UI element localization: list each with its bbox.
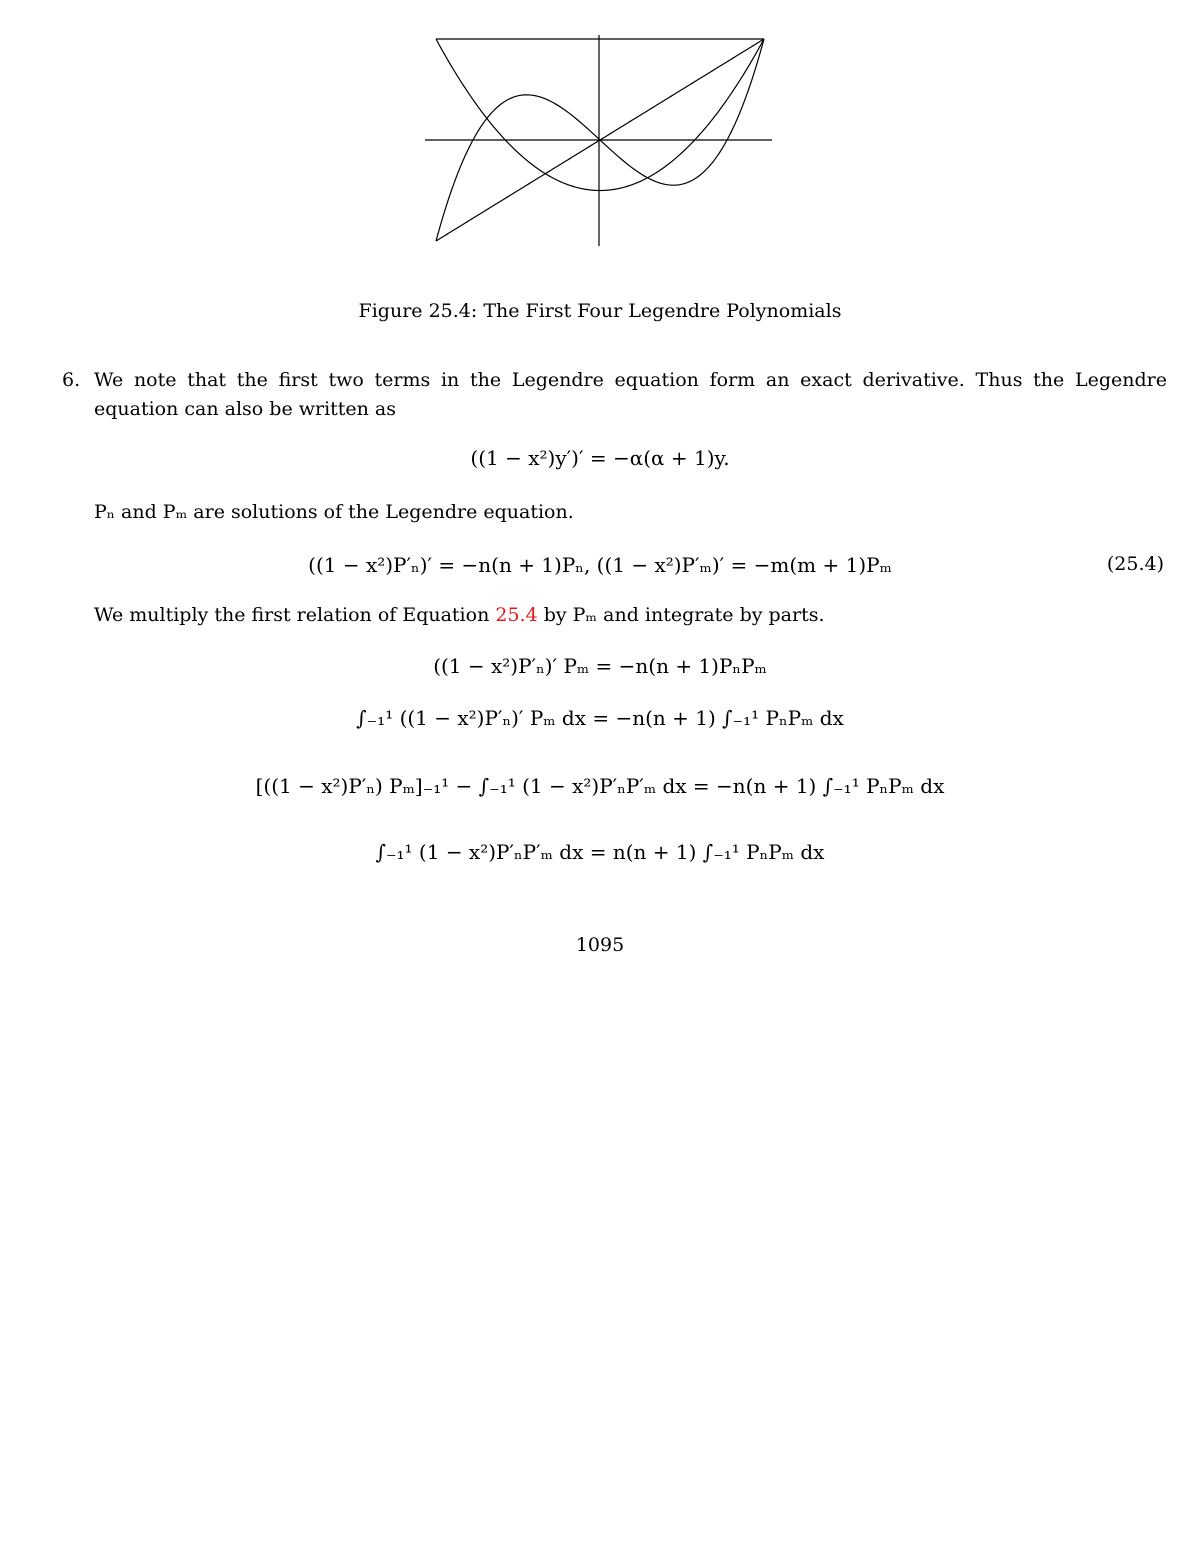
- equation-legendre-exact: ((1 − x²)y′)′ = −α(α + 1)y.: [470, 446, 730, 470]
- multiply-text-before: We multiply the first relation of Equation: [94, 604, 496, 626]
- page-number: 1095: [575, 934, 625, 956]
- figure-caption: Figure 25.4: The First Four Legendre Polynomials: [358, 300, 842, 322]
- item-text: We note that the first two terms in the Legendre equation form an exact derivative. Thus the Legendre equation can also be written as: [94, 369, 1167, 420]
- derivation-line-1: ((1 − x²)P′ₙ)′ Pₘ = −n(n + 1)PₙPₘ: [433, 654, 767, 678]
- equation-number-25-4: (25.4): [1106, 553, 1164, 575]
- item-number: 6.: [62, 369, 81, 391]
- multiply-text: [94, 604, 825, 626]
- list-item-6: [62, 366, 1167, 424]
- derivation-line-4: ∫₋₁¹ (1 − x²)P′ₙP′ₘ dx = n(n + 1) ∫₋₁¹ PₙPₘ dx: [375, 840, 825, 864]
- legendre-curve-p2: [436, 39, 764, 191]
- legendre-figure: [420, 30, 780, 252]
- equation-reference-link[interactable]: 25.4: [495, 604, 538, 626]
- multiply-text-after: by Pₘ and integrate by parts.: [537, 604, 825, 626]
- derivation-line-3: [((1 − x²)P′ₙ) Pₘ]₋₁¹ − ∫₋₁¹ (1 − x²)P′ₙP′ₘ dx = −n(n + 1) ∫₋₁¹ PₙPₘ dx: [255, 774, 945, 798]
- derivation-line-2: ∫₋₁¹ ((1 − x²)P′ₙ)′ Pₘ dx = −n(n + 1) ∫₋₁¹ PₙPₘ dx: [356, 706, 844, 730]
- equation-25-4: ((1 − x²)P′ₙ)′ = −n(n + 1)Pₙ, ((1 − x²)P′ₘ)′ = −m(m + 1)Pₘ: [308, 553, 892, 577]
- solutions-text: Pₙ and Pₘ are solutions of the Legendre equation.: [94, 501, 574, 523]
